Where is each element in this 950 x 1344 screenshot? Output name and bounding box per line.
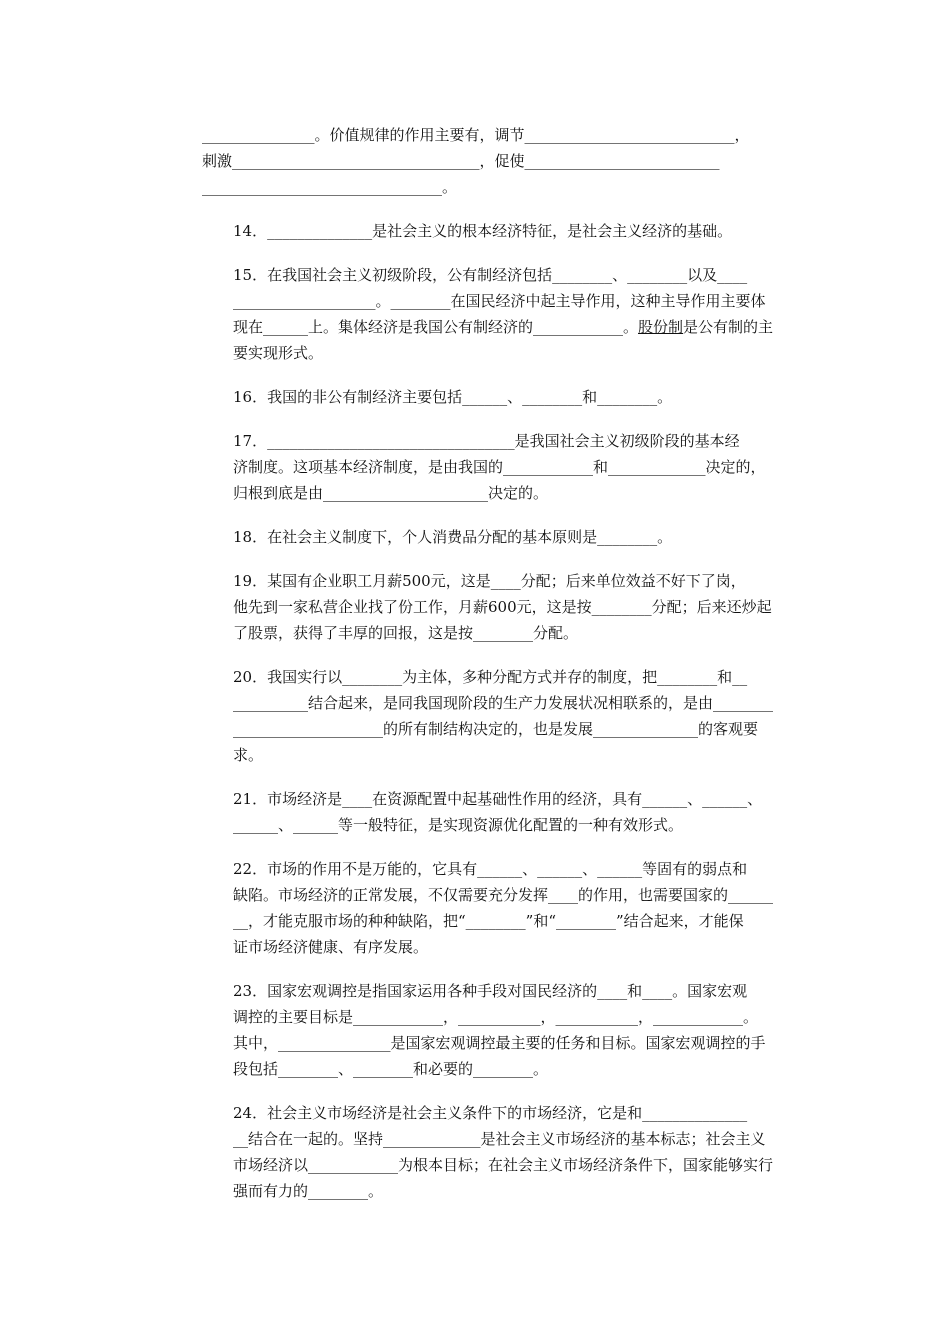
text-line: 济制度。这项基本经济制度，是由我国的____________和_____________决定的， [233, 458, 766, 476]
text-line: 证市场经济健康、有序发展。 [233, 938, 429, 956]
question-17 [202, 428, 808, 506]
text-line: __，才能克服市场的种种缺陷，把“________”和“________”结合起来，才能保 [233, 912, 744, 930]
question-16 [202, 384, 808, 410]
text-line: 18．在社会主义制度下，个人消费品分配的基本原则是________。 [233, 528, 673, 546]
text-line: ___________________。________在国民经济中起主导作用，这种主导作用主要体 [233, 292, 766, 310]
document-page [202, 122, 808, 1222]
question-22 [202, 856, 808, 960]
text-line: 段包括________、________和必要的________。 [233, 1060, 549, 1078]
text-segment: 是公有制的主 [683, 318, 774, 336]
text-line: 市场经济以____________为根本目标；在社会主义市场经济条件下，国家能够实行 [233, 1156, 774, 1174]
text-line: __结合在一起的。坚持_____________是社会主义市场经济的基本标志；社会主义 [233, 1130, 766, 1148]
text-line: 他先到一家私营企业找了份工作，月薪600元，这是按________分配；后来还炒起 [233, 598, 772, 616]
question-19 [202, 568, 808, 646]
question-20 [202, 664, 808, 768]
text-line: 23．国家宏观调控是指国家运用各种手段对国民经济的____和____。国家宏观 [233, 982, 748, 1000]
text-line: 22．市场的作用不是万能的，它具有______、______、______等固有的弱点和 [233, 860, 748, 878]
question-21 [202, 786, 808, 838]
text-line [202, 314, 808, 340]
text-line: _______________。价值规律的作用主要有，调节____________________________， [202, 126, 750, 144]
text-line: 要实现形式。 [233, 344, 324, 362]
question-15 [202, 262, 808, 366]
text-line: 14．______________是社会主义的根本经济特征，是社会主义经济的基础。 [233, 222, 733, 240]
text-line: 15．在我国社会主义初级阶段，公有制经济包括________、________以及____ [233, 266, 748, 284]
text-line: 归根到底是由______________________决定的。 [233, 484, 549, 502]
question-13-continuation [202, 122, 808, 200]
text-segment: 现在______上。集体经济是我国公有制经济的____________。 [233, 318, 639, 336]
text-line: 刺激_________________________________，促使__________________________ [202, 152, 720, 170]
question-23 [202, 978, 808, 1082]
text-line: 缺陷。市场经济的正常发展，不仅需要充分发挥____的作用，也需要国家的______ [233, 886, 774, 904]
text-line: 求。 [233, 746, 264, 764]
text-line: ______、______等一般特征，是实现资源优化配置的一种有效形式。 [233, 816, 684, 834]
underlined-term: 股份制 [638, 318, 684, 336]
text-line: 21．市场经济是____在资源配置中起基础性作用的经济，具有______、______、 [233, 790, 763, 808]
question-24 [202, 1100, 808, 1204]
text-line: __________结合起来，是同我国现阶段的生产力发展状况相联系的，是由________ [233, 694, 774, 712]
text-line: 调控的主要目标是____________，___________，___________，____________。 [233, 1008, 759, 1026]
text-line: ________________________________。 [202, 178, 458, 196]
text-line: 19．某国有企业职工月薪500元，这是____分配；后来单位效益不好下了岗， [233, 572, 746, 590]
text-line: 强而有力的________。 [233, 1182, 384, 1200]
text-line: 24．社会主义市场经济是社会主义条件下的市场经济，它是和______________ [233, 1104, 748, 1122]
text-line: 16．我国的非公有制经济主要包括______、________和________。 [233, 388, 673, 406]
text-line: 其中，_______________是国家宏观调控最主要的任务和目标。国家宏观调控的手 [233, 1034, 766, 1052]
text-line: ____________________的所有制结构决定的，也是发展______________的客观要 [233, 720, 759, 738]
question-14 [202, 218, 808, 244]
text-line: 17．_________________________________是我国社会主义初级阶段的基本经 [233, 432, 740, 450]
text-line: 了股票，获得了丰厚的回报，这是按________分配。 [233, 624, 579, 642]
text-line: 20．我国实行以________为主体，多种分配方式并存的制度，把________和__ [233, 668, 748, 686]
question-18 [202, 524, 808, 550]
